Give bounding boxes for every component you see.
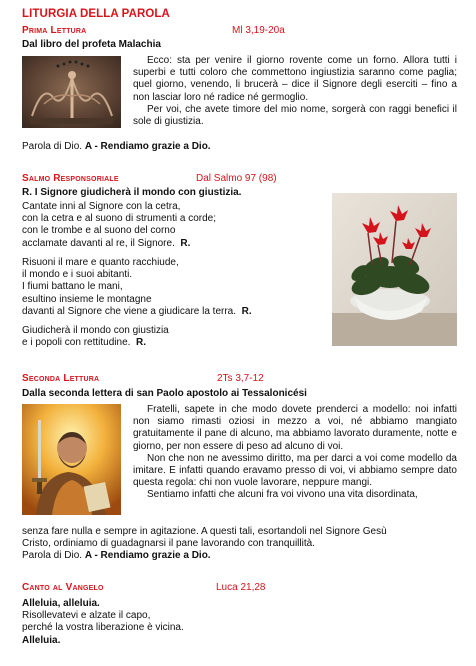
psalm-line: e i popoli con rettitudine. [22,337,131,349]
closing-text: Parola di Dio. [22,141,83,152]
page-title: LITURGIA DELLA PAROLA [22,8,170,20]
first-reading-closing [22,141,211,153]
psalm-stanza-3 [22,325,169,349]
second-reading-source: Dalla seconda lettera di san Paolo apostolo ai Tessalonicési [22,388,307,399]
first-reading-source: Dal libro del profeta Malachia [22,39,161,50]
psalm-line: Risuoni il mare e quanto racchiude, [22,257,179,268]
first-reading-reference: Ml 3,19-20a [232,25,285,36]
psalm-line: esultino insieme le montagne [22,293,152,305]
closing-response: A - Rendiamo grazie a Dio. [84,550,211,562]
first-reading-text [133,55,457,128]
gospel-acclamation-reference: Luca 21,28 [216,582,266,593]
closing-response: A - Rendiamo grazie a Dio. [84,141,211,152]
second-reading-paragraph: Sentiamo infatti che alcuni fra voi vivono una vita disordinata, [147,489,418,501]
second-reading-heading: Seconda Lettura [22,373,100,384]
psalm-response-mark: R. [180,237,191,249]
psalm-line: con le trombe e al suono del corno [22,225,176,237]
engraving-image [22,56,121,128]
psalm-response-mark: R. [135,337,146,349]
closing-text: Parola di Dio. [22,550,83,562]
second-reading-continuation [22,526,387,563]
psalm-response-mark: R. [241,305,252,317]
first-reading-heading: Prima Lettura [22,25,87,36]
psalm-line: con la cetra e al suono di strumenti a corde; [22,213,216,225]
psalm-stanza-2 [22,257,252,318]
gospel-acclamation-text [22,598,184,647]
psalm-reference: Dal Salmo 97 (98) [196,173,277,184]
flower-photo [332,193,457,346]
second-reading-paragraph: Non che non ne avessimo diritto, ma per darci a voi come modello da imitare. E infatti quando eravamo presso di voi, vi abbiamo sempre dato questa regola: chi non vuole lavorare, neppure mangi. [133,452,457,489]
psalm-line: il mondo e i suoi abitanti. [22,269,133,281]
second-reading-text [133,404,457,502]
psalm-line: davanti al Signore che viene a giudicare la terra. [22,305,237,317]
alleluia-closing: Alleluia. [22,634,61,646]
second-reading-line: Cristo, ordiniamo di guadagnarsi il pane lavorando con tranquillità. [22,538,315,550]
psalm-line: Giudicherà il mondo con giustizia [22,325,169,336]
gospel-acclamation-heading: Canto al Vangelo [22,582,104,593]
first-reading-paragraph: Ecco: sta per venire il giorno rovente come un forno. Allora tutti i superbi e tutti coloro che commettono ingiustizia saranno come paglia; quel giorno, venendo, li brucerà – dice il Signore degli eserciti – fino a non lasciar loro né radice né germoglio. [133,55,457,103]
second-reading-line: senza fare nulla e sempre in agitazione. A questi tali, esortandoli nel Signore Gesù [22,526,387,537]
psalm-line: Cantate inni al Signore con la cetra, [22,201,181,212]
psalm-line: acclamate davanti al re, il Signore. [22,237,175,249]
second-reading-paragraph: Fratelli, sapete in che modo dovete prenderci a modello: noi infatti non siamo rimasti oziosi in mezzo a voi, né abbiamo mangiato gratuitamente il pane di alcuno, ma abbiamo lavorato duramente, notte e giorno, per non essere di peso ad alcuno di voi. [133,404,457,452]
psalm-heading: Salmo Responsoriale [22,173,119,184]
acclamation-line: perché la vostra liberazione è vicina. [22,622,184,634]
first-reading-paragraph: Per voi, che avete timore del mio nome, sorgerà con raggi benefici il sole di giustizia. [133,103,457,128]
psalm-stanza-1 [22,201,216,250]
saint-paul-image [22,404,121,515]
psalm-refrain: R. I Signore giudicherà il mondo con giustizia. [22,187,242,198]
alleluia-line: Alleluia, alleluia. [22,598,100,609]
psalm-line: I fiumi battano le mani, [22,281,123,293]
acclamation-line: Risollevatevi e alzate il capo, [22,610,151,622]
second-reading-reference: 2Ts 3,7-12 [217,373,264,384]
